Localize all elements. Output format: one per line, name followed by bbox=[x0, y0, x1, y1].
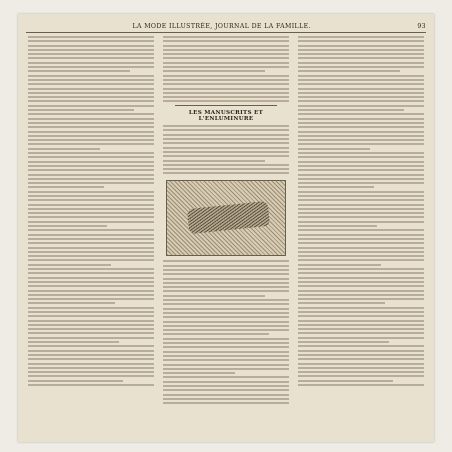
text-line bbox=[163, 70, 265, 72]
text-line bbox=[298, 302, 385, 304]
text-line bbox=[298, 199, 424, 201]
text-line bbox=[163, 346, 289, 348]
text-line bbox=[298, 152, 424, 154]
text-line bbox=[298, 75, 424, 77]
text-line bbox=[28, 131, 154, 133]
text-line bbox=[298, 100, 424, 102]
text-line bbox=[28, 53, 154, 55]
text-lines bbox=[298, 36, 424, 386]
text-lines bbox=[163, 260, 289, 404]
text-line bbox=[298, 247, 424, 249]
text-line bbox=[28, 204, 154, 206]
text-line bbox=[298, 109, 404, 111]
text-line bbox=[28, 88, 154, 90]
text-line bbox=[298, 62, 424, 64]
text-line bbox=[163, 75, 289, 77]
illustration bbox=[166, 180, 286, 256]
text-line bbox=[298, 341, 389, 343]
text-line bbox=[28, 234, 154, 236]
text-line bbox=[163, 49, 289, 51]
text-line bbox=[298, 311, 424, 313]
text-line bbox=[28, 290, 154, 292]
text-line bbox=[298, 92, 424, 94]
text-line bbox=[28, 285, 154, 287]
text-line bbox=[28, 307, 154, 309]
text-line bbox=[298, 105, 424, 107]
text-line bbox=[298, 126, 424, 128]
text-line bbox=[28, 186, 104, 188]
text-line bbox=[28, 36, 154, 38]
text-line bbox=[298, 216, 424, 218]
text-line bbox=[28, 320, 154, 322]
text-line bbox=[298, 79, 424, 81]
text-line bbox=[298, 332, 424, 334]
text-lines bbox=[163, 125, 289, 174]
text-line bbox=[28, 225, 107, 227]
text-line bbox=[28, 92, 154, 94]
text-line bbox=[163, 57, 289, 59]
text-line bbox=[28, 354, 154, 356]
text-line bbox=[298, 380, 393, 382]
text-line bbox=[163, 299, 289, 301]
text-line bbox=[163, 45, 289, 47]
text-line bbox=[163, 273, 289, 275]
page-title: LA MODE ILLUSTRÉE, JOURNAL DE LA FAMILLE. bbox=[132, 22, 311, 30]
text-line bbox=[298, 320, 424, 322]
text-line bbox=[298, 182, 424, 184]
text-line bbox=[298, 122, 424, 124]
text-line bbox=[28, 328, 154, 330]
text-line bbox=[298, 324, 424, 326]
text-line bbox=[163, 282, 289, 284]
text-line bbox=[298, 169, 424, 171]
text-line bbox=[298, 174, 424, 176]
text-line bbox=[28, 83, 154, 85]
text-line bbox=[163, 389, 289, 391]
text-line bbox=[163, 342, 289, 344]
text-line bbox=[28, 174, 154, 176]
text-line bbox=[28, 247, 154, 249]
text-line bbox=[28, 350, 154, 352]
text-line bbox=[163, 368, 289, 370]
text-line bbox=[28, 113, 154, 115]
text-line bbox=[298, 178, 424, 180]
text-line bbox=[28, 294, 154, 296]
text-line bbox=[28, 191, 154, 193]
text-line bbox=[163, 164, 289, 166]
text-line bbox=[163, 36, 289, 38]
text-line bbox=[163, 96, 289, 98]
page-number: 93 bbox=[417, 22, 426, 30]
text-line bbox=[163, 129, 289, 131]
text-line bbox=[298, 204, 424, 206]
text-line bbox=[28, 358, 154, 360]
text-line bbox=[28, 126, 154, 128]
text-line bbox=[298, 238, 424, 240]
text-line bbox=[298, 156, 424, 158]
text-line bbox=[298, 264, 381, 266]
text-line bbox=[298, 143, 424, 145]
text-line bbox=[163, 372, 235, 374]
text-line bbox=[28, 259, 154, 261]
text-line bbox=[163, 333, 269, 335]
text-line bbox=[298, 328, 424, 330]
text-line bbox=[28, 367, 154, 369]
text-line bbox=[163, 88, 289, 90]
text-line bbox=[298, 113, 424, 115]
text-line bbox=[28, 264, 111, 266]
text-line bbox=[298, 242, 424, 244]
section-title: LES MANUSCRITS ET L'ENLUMINURE bbox=[188, 110, 264, 123]
text-line bbox=[163, 308, 289, 310]
text-line bbox=[163, 321, 289, 323]
text-line bbox=[28, 375, 154, 377]
text-line bbox=[28, 62, 154, 64]
text-line bbox=[28, 208, 154, 210]
text-line bbox=[163, 394, 289, 396]
text-line bbox=[28, 302, 115, 304]
text-line bbox=[163, 402, 289, 404]
text-line bbox=[298, 191, 424, 193]
text-line bbox=[298, 208, 424, 210]
text-lines bbox=[163, 36, 289, 102]
page bbox=[18, 14, 434, 442]
text-line bbox=[163, 398, 289, 400]
text-line bbox=[28, 66, 154, 68]
text-line bbox=[163, 151, 289, 153]
text-line bbox=[163, 376, 289, 378]
text-line bbox=[28, 199, 154, 201]
text-line bbox=[28, 212, 154, 214]
text-line bbox=[298, 272, 424, 274]
text-line bbox=[28, 148, 100, 150]
text-line bbox=[163, 147, 289, 149]
text-line bbox=[298, 234, 424, 236]
text-line bbox=[28, 152, 154, 154]
text-line bbox=[28, 105, 154, 107]
text-line bbox=[298, 268, 424, 270]
text-line bbox=[28, 341, 119, 343]
text-line bbox=[28, 165, 154, 167]
text-line bbox=[163, 134, 289, 136]
text-line bbox=[28, 139, 154, 141]
text-line bbox=[28, 109, 134, 111]
text-line bbox=[163, 359, 289, 361]
text-line bbox=[298, 375, 424, 377]
text-line bbox=[163, 312, 289, 314]
text-line bbox=[298, 83, 424, 85]
text-line bbox=[298, 294, 424, 296]
text-line bbox=[298, 221, 424, 223]
text-line bbox=[298, 225, 377, 227]
text-line bbox=[28, 75, 154, 77]
text-line bbox=[163, 355, 289, 357]
text-line bbox=[28, 79, 154, 81]
text-line bbox=[28, 345, 154, 347]
text-line bbox=[298, 363, 424, 365]
text-line bbox=[28, 100, 154, 102]
text-line bbox=[28, 195, 154, 197]
divider bbox=[175, 105, 277, 106]
text-line bbox=[163, 142, 289, 144]
text-line bbox=[298, 367, 424, 369]
text-line bbox=[28, 135, 154, 137]
text-line bbox=[163, 62, 289, 64]
text-line bbox=[163, 79, 289, 81]
text-line bbox=[28, 380, 123, 382]
text-line bbox=[163, 138, 289, 140]
text-line bbox=[298, 212, 424, 214]
text-line bbox=[298, 40, 424, 42]
text-line bbox=[28, 242, 154, 244]
text-line bbox=[298, 131, 424, 133]
text-line bbox=[163, 168, 289, 170]
text-line bbox=[298, 45, 424, 47]
text-line bbox=[28, 229, 154, 231]
text-line bbox=[298, 118, 424, 120]
text-line bbox=[298, 88, 424, 90]
text-line bbox=[28, 161, 154, 163]
text-line bbox=[298, 307, 424, 309]
text-line bbox=[28, 324, 154, 326]
text-line bbox=[163, 385, 289, 387]
column-right bbox=[298, 36, 424, 434]
text-line bbox=[163, 295, 265, 297]
text-line bbox=[163, 269, 289, 271]
text-line bbox=[163, 265, 289, 267]
text-lines bbox=[28, 36, 154, 386]
text-line bbox=[28, 277, 154, 279]
text-line bbox=[163, 278, 289, 280]
text-line bbox=[298, 298, 424, 300]
text-line bbox=[163, 381, 289, 383]
text-line bbox=[298, 49, 424, 51]
text-line bbox=[28, 182, 154, 184]
text-line bbox=[163, 92, 289, 94]
text-line bbox=[298, 195, 424, 197]
text-line bbox=[298, 255, 424, 257]
text-line bbox=[28, 221, 154, 223]
text-line bbox=[28, 70, 130, 72]
text-line bbox=[298, 345, 424, 347]
text-columns bbox=[28, 36, 424, 434]
text-line bbox=[298, 186, 374, 188]
text-line bbox=[163, 172, 289, 174]
text-line bbox=[298, 96, 424, 98]
text-line bbox=[298, 139, 424, 141]
text-line bbox=[163, 100, 289, 102]
text-line bbox=[28, 255, 154, 257]
text-line bbox=[28, 178, 154, 180]
text-line bbox=[28, 122, 154, 124]
text-line bbox=[298, 135, 424, 137]
text-line bbox=[28, 156, 154, 158]
text-line bbox=[298, 229, 424, 231]
text-line bbox=[28, 143, 154, 145]
text-line bbox=[298, 251, 424, 253]
text-line bbox=[298, 53, 424, 55]
text-line bbox=[28, 49, 154, 51]
text-line bbox=[28, 332, 154, 334]
text-line bbox=[28, 272, 154, 274]
text-line bbox=[298, 384, 424, 386]
text-line bbox=[163, 325, 289, 327]
text-line bbox=[298, 371, 424, 373]
text-line bbox=[28, 363, 154, 365]
text-line bbox=[163, 338, 289, 340]
text-line bbox=[163, 286, 289, 288]
text-line bbox=[28, 118, 154, 120]
text-line bbox=[28, 40, 154, 42]
text-line bbox=[28, 96, 154, 98]
text-line bbox=[28, 384, 154, 386]
text-line bbox=[28, 45, 154, 47]
text-line bbox=[298, 165, 424, 167]
text-line bbox=[28, 169, 154, 171]
column-middle bbox=[163, 36, 289, 434]
text-line bbox=[298, 350, 424, 352]
text-line bbox=[298, 161, 424, 163]
text-line bbox=[298, 57, 424, 59]
text-line bbox=[163, 155, 289, 157]
text-line bbox=[298, 315, 424, 317]
text-line bbox=[163, 260, 289, 262]
text-line bbox=[163, 83, 289, 85]
text-line bbox=[28, 251, 154, 253]
illustration-detail bbox=[187, 201, 270, 234]
text-line bbox=[163, 364, 289, 366]
text-line bbox=[298, 259, 424, 261]
text-line bbox=[298, 277, 424, 279]
text-line bbox=[298, 36, 424, 38]
text-line bbox=[298, 148, 370, 150]
page-header bbox=[26, 20, 426, 33]
text-line bbox=[298, 285, 424, 287]
text-line bbox=[28, 371, 154, 373]
text-line bbox=[163, 329, 289, 331]
text-line bbox=[28, 268, 154, 270]
text-line bbox=[28, 281, 154, 283]
text-line bbox=[28, 311, 154, 313]
text-line bbox=[163, 53, 289, 55]
text-line bbox=[163, 351, 289, 353]
text-line bbox=[163, 40, 289, 42]
text-line bbox=[28, 337, 154, 339]
text-line bbox=[298, 358, 424, 360]
text-line bbox=[298, 337, 424, 339]
text-line bbox=[298, 66, 424, 68]
text-line bbox=[28, 57, 154, 59]
column-left bbox=[28, 36, 154, 434]
text-line bbox=[298, 354, 424, 356]
text-line bbox=[298, 70, 400, 72]
text-line bbox=[28, 216, 154, 218]
text-line bbox=[163, 290, 289, 292]
text-line bbox=[163, 316, 289, 318]
text-line bbox=[163, 303, 289, 305]
text-line bbox=[163, 125, 289, 127]
text-line bbox=[298, 290, 424, 292]
text-line bbox=[28, 315, 154, 317]
text-line bbox=[28, 238, 154, 240]
text-line bbox=[163, 66, 289, 68]
text-line bbox=[298, 281, 424, 283]
text-line bbox=[28, 298, 154, 300]
text-line bbox=[163, 160, 265, 162]
